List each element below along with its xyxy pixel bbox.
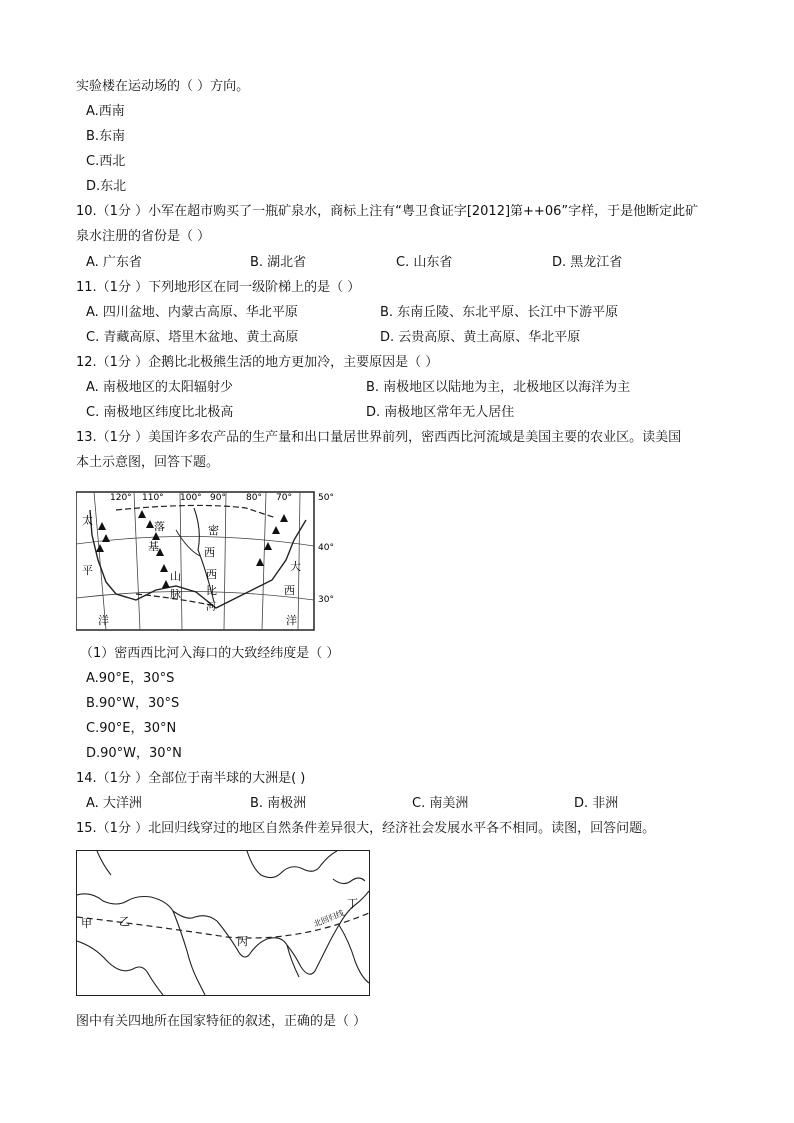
q12-option-b: B. 南极地区以陆地为主，北极地区以海洋为主 bbox=[366, 380, 631, 395]
q9-option-a: A.西南 bbox=[86, 104, 125, 119]
lat-label-40: 40° bbox=[318, 543, 334, 553]
lon-label-120: 120° bbox=[110, 493, 132, 503]
q13-stem-line1: 13.（1分 ）美国许多农产品的生产量和出口量居世界前列，密西西比河流域是美国主要的农业区。读美国 bbox=[76, 430, 682, 445]
q9-stem: 实验楼在运动场的（ ）方向。 bbox=[76, 79, 250, 94]
q14-option-c: C. 南美洲 bbox=[412, 796, 469, 811]
label-bi: 比 bbox=[206, 584, 217, 597]
lon-label-80: 80° bbox=[246, 493, 262, 503]
label-tai: 太 bbox=[82, 514, 93, 527]
q12-stem: 12.（1分 ）企鹅比北极熊生活的地方更加冷，主要原因是（ ） bbox=[76, 355, 439, 370]
q10-stem-line2: 泉水注册的省份是（ ） bbox=[76, 229, 211, 244]
label-xi-2: 西 bbox=[206, 568, 217, 581]
label-mi: 密 bbox=[208, 524, 219, 537]
label-jia: 甲 bbox=[81, 917, 92, 930]
label-yang-atlantic: 洋 bbox=[286, 614, 297, 627]
lon-label-90: 90° bbox=[210, 493, 226, 503]
q14-option-d: D. 非洲 bbox=[574, 796, 619, 811]
q13-option-a: A.90°E，30°S bbox=[86, 671, 175, 686]
label-he: 河 bbox=[206, 602, 216, 613]
q12-option-a: A. 南极地区的太阳辐射少 bbox=[86, 380, 233, 395]
q12-option-d: D. 南极地区常年无人居住 bbox=[366, 405, 515, 420]
q10-option-a: A. 广东省 bbox=[86, 255, 142, 270]
lon-label-110: 110° bbox=[142, 493, 164, 503]
lat-label-50: 50° bbox=[318, 493, 334, 503]
q11-option-b: B. 东南丘陵、东北平原、长江中下游平原 bbox=[380, 305, 619, 320]
label-xi-atlantic: 西 bbox=[284, 584, 295, 597]
label-luo: 落 bbox=[154, 520, 165, 533]
q13-option-d: D.90°W，30°N bbox=[86, 746, 182, 761]
q10-stem-line1: 10.（1分 ）小军在超市购买了一瓶矿泉水，商标上注有“粤卫食证字[2012]第++06”字样，于是他断定此矿 bbox=[76, 204, 699, 219]
label-shan: 山 bbox=[170, 570, 181, 583]
label-ping: 平 bbox=[82, 564, 93, 577]
label-yi: 乙 bbox=[119, 915, 130, 928]
q9-option-d: D.东北 bbox=[86, 179, 127, 194]
label-ding: 丁 bbox=[347, 897, 358, 910]
q9-option-b: B.东南 bbox=[86, 129, 126, 144]
label-yang-pacific: 洋 bbox=[98, 614, 109, 627]
q11-option-c: C. 青藏高原、塔里木盆地、黄土高原 bbox=[86, 330, 299, 345]
q10-option-d: D. 黑龙江省 bbox=[552, 255, 623, 270]
q13-option-c: C.90°E，30°N bbox=[86, 721, 177, 736]
label-mai: 脉 bbox=[170, 588, 181, 601]
q11-option-d: D. 云贵高原、黄土高原、华北平原 bbox=[380, 330, 581, 345]
q14-option-b: B. 南极洲 bbox=[250, 796, 307, 811]
q11-stem: 11.（1分 ）下列地形区在同一级阶梯上的是（ ） bbox=[76, 280, 361, 295]
lon-label-100: 100° bbox=[180, 493, 202, 503]
tropic-map bbox=[76, 850, 370, 996]
q14-option-a: A. 大洋洲 bbox=[86, 796, 142, 811]
q10-option-c: C. 山东省 bbox=[396, 255, 453, 270]
usa-map bbox=[76, 490, 334, 632]
lat-label-30: 30° bbox=[318, 595, 334, 605]
label-bing: 丙 bbox=[237, 935, 248, 948]
q13-stem-line2: 本土示意图，回答下题。 bbox=[76, 455, 220, 470]
tropic-line-label: 北回归线 bbox=[312, 908, 346, 929]
q15-stem: 15.（1分 ）北回归线穿过的地区自然条件差异很大，经济社会发展水平各不相同。读图，回答问题。 bbox=[76, 821, 656, 836]
usa-map-svg bbox=[76, 490, 344, 632]
q10-option-b: B. 湖北省 bbox=[250, 255, 307, 270]
q13-option-b: B.90°W，30°S bbox=[86, 696, 180, 711]
q14-stem: 14.（1分 ）全部位于南半球的大洲是( ) bbox=[76, 771, 306, 786]
tropic-map-svg bbox=[77, 851, 369, 995]
q12-option-c: C. 南极地区纬度比北极高 bbox=[86, 405, 234, 420]
label-da: 大 bbox=[290, 560, 301, 573]
q11-option-a: A. 四川盆地、内蒙古高原、华北平原 bbox=[86, 305, 298, 320]
label-xi-1: 西 bbox=[204, 546, 215, 559]
q9-option-c: C.西北 bbox=[86, 154, 126, 169]
q13-sub-stem: （1）密西西比河入海口的大致经纬度是（ ） bbox=[80, 646, 340, 661]
q15-follow-question: 图中有关四地所在国家特征的叙述，正确的是（ ） bbox=[76, 1014, 367, 1029]
lon-label-70: 70° bbox=[276, 493, 292, 503]
label-ji: 基 bbox=[148, 540, 159, 553]
